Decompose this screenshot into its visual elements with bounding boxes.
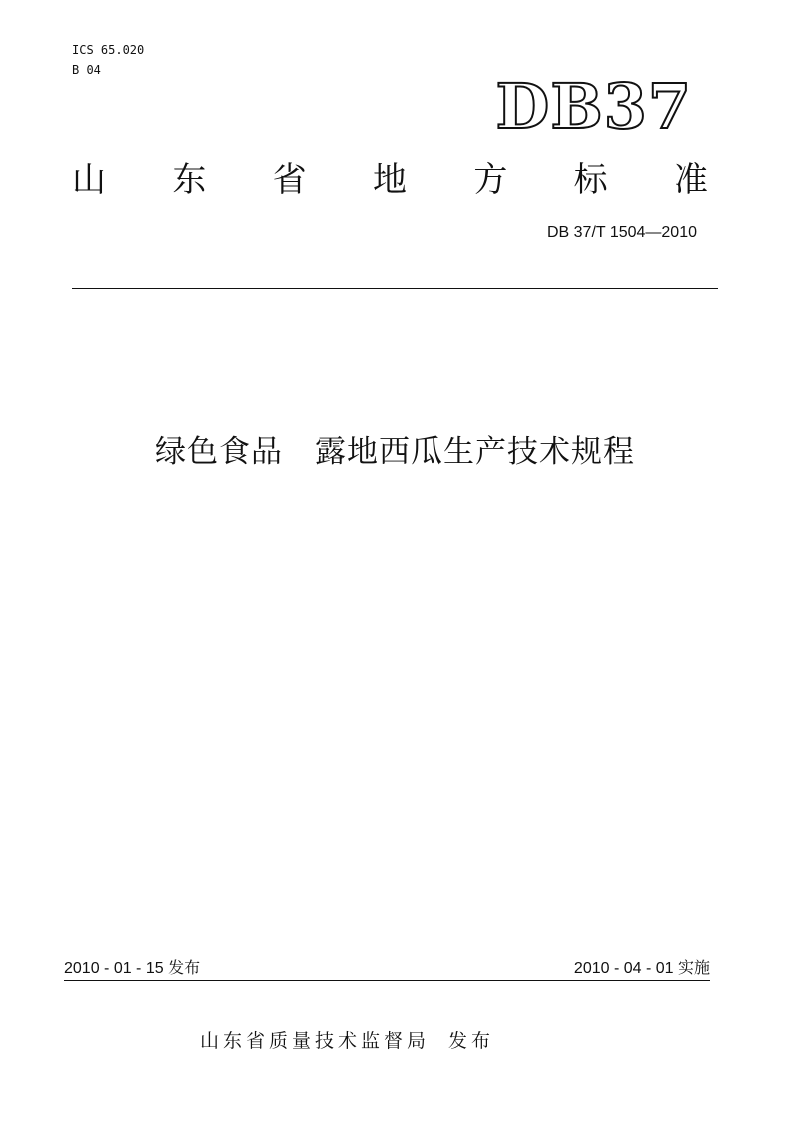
standard-type-char: 标 [573,160,608,200]
effective-date: 2010 - 04 - 01 实施 [573,960,710,977]
document-title: 绿色食品 露地西瓜生产技术规程 [155,434,635,470]
issuer-name: 山东省质量技术监督局 [200,1030,431,1052]
issue-label: 发布 [448,1030,495,1052]
ccs-code: B 04 [72,63,101,77]
standard-type-char: 准 [673,160,708,200]
standard-type-char: 方 [473,160,508,200]
header-divider [72,288,718,289]
standard-type-char: 地 [372,160,407,200]
ics-code: ICS 65.020 [72,43,145,57]
footer-divider [64,980,710,981]
db-logo: DB37 [495,70,692,143]
classification-codes [72,40,144,80]
standard-type-char: 省 [272,160,307,200]
standard-type-title [72,158,708,202]
standard-type-char: 东 [172,160,207,200]
standard-type-char: 山 [72,160,106,200]
publisher-line [200,1028,512,1054]
issue-date: 2010 - 01 - 15 发布 [64,960,201,977]
standard-code: DB 37/T 1504—2010 [546,224,697,241]
